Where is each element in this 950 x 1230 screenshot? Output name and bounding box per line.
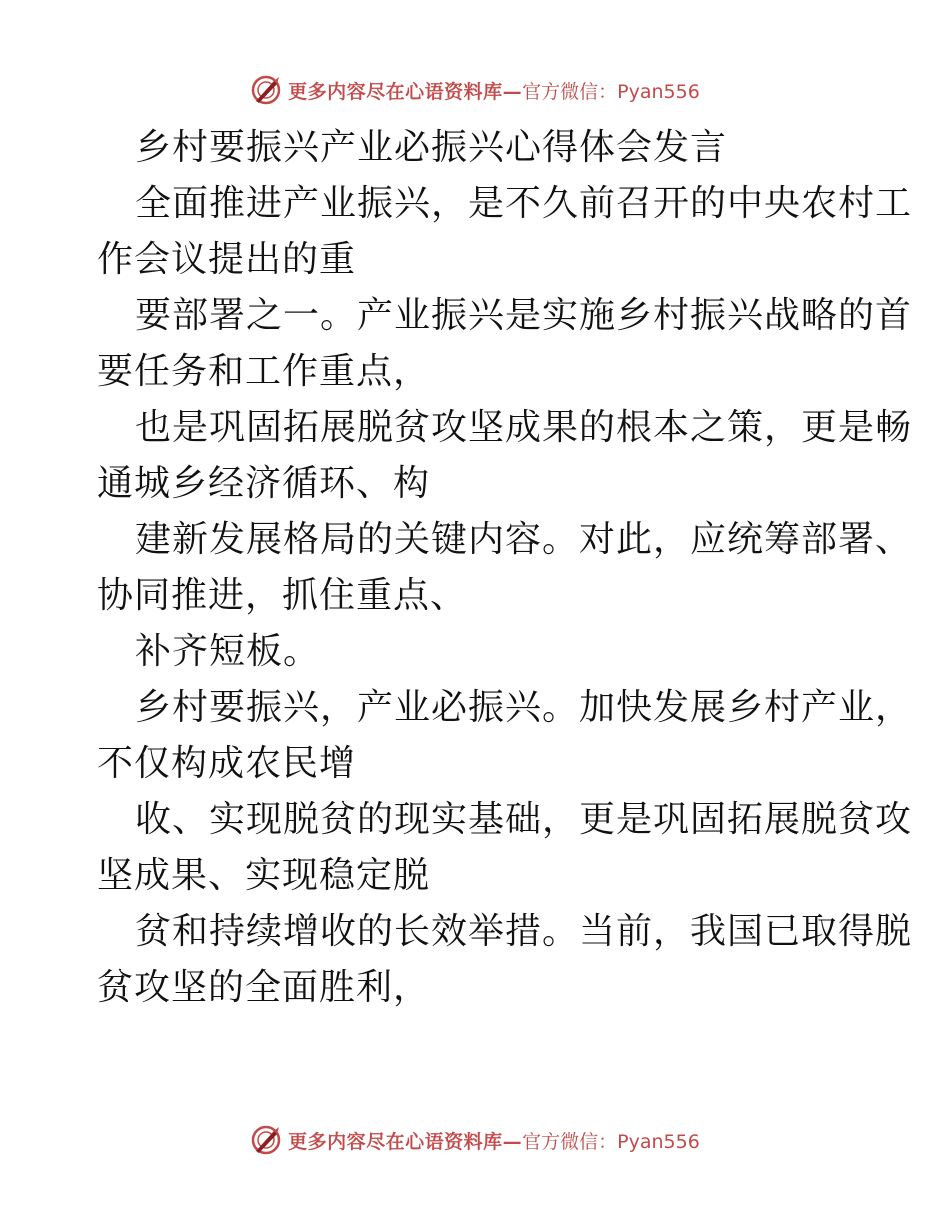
paragraph-line: 协同推进，抓住重点、 (97, 575, 468, 616)
paragraph-line: 要任务和工作重点， (97, 351, 431, 392)
header-banner (0, 70, 950, 110)
paragraph-line: 要部署之一。产业振兴是实施乡村振兴战略的首 (135, 295, 913, 336)
paragraph-line: 乡村要振兴，产业必振兴。加快发展乡村产业， (135, 687, 913, 728)
header-wechat-text: 官方微信：Pyan556 (522, 80, 700, 103)
paragraph-line: 不仅构成农民增 (97, 743, 357, 784)
paragraph-line: 收、实现脱贫的现实基础，更是巩固拓展脱贫攻 (135, 799, 913, 840)
paragraph-line: 也是巩固拓展脱贫攻坚成果的根本之策，更是畅 (135, 407, 913, 448)
paragraph-line: 贫攻坚的全面胜利， (97, 967, 431, 1008)
document-title: 乡村要振兴产业必振兴心得体会发言 (135, 127, 728, 168)
footer-site-text: 更多内容尽在心语资料库— (288, 1130, 523, 1153)
footer-wechat-text: 官方微信：Pyan556 (522, 1130, 700, 1153)
paragraph-line: 坚成果、实现稳定脱 (97, 855, 431, 896)
header-site-text: 更多内容尽在心语资料库— (288, 80, 523, 103)
paragraph-line: 补齐短板。 (135, 631, 321, 672)
footer-banner (0, 1120, 950, 1160)
paragraph-line: 作会议提出的重 (97, 239, 357, 280)
document-body (97, 120, 913, 1016)
paragraph-line: 贫和持续增收的长效举措。当前，我国已取得脱 (135, 911, 913, 952)
paragraph-line: 建新发展格局的关键内容。对此，应统筹部署、 (135, 519, 913, 560)
quill-pen-logo-icon (250, 74, 282, 106)
paragraph-line: 通城乡经济循环、构 (97, 463, 431, 504)
paragraph-line: 全面推进产业振兴，是不久前召开的中央农村工 (135, 183, 913, 224)
quill-pen-logo-icon (250, 1124, 282, 1156)
